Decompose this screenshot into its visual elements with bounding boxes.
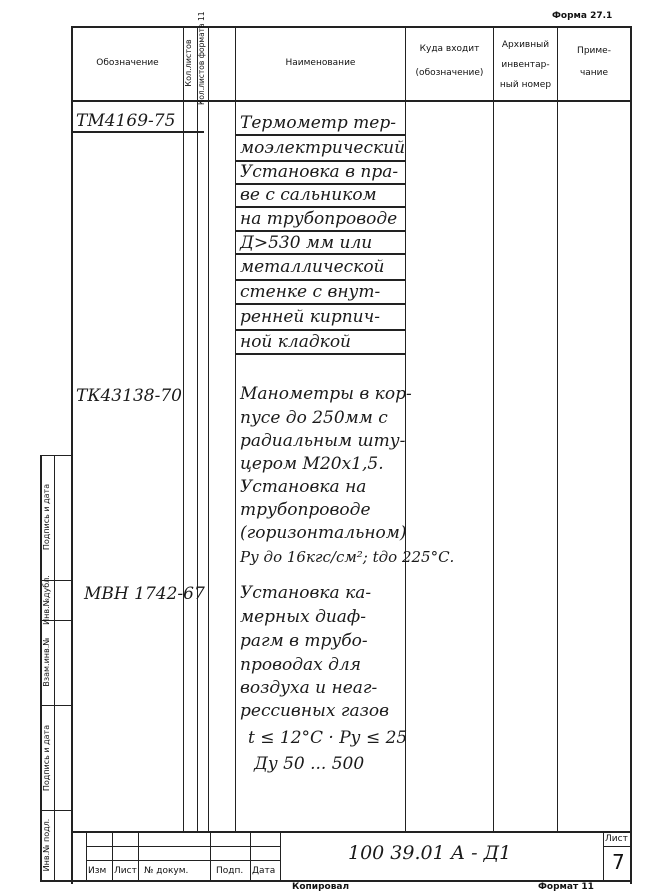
header-note-1: Приме- xyxy=(577,46,611,56)
entry-line: воздуха и неаг- xyxy=(240,678,378,698)
entry-line: трубопроводе xyxy=(240,500,371,520)
header-archive-3: ный номер xyxy=(499,80,552,90)
entry-line: Манометры в кор- xyxy=(240,384,412,404)
tb-list: Лист xyxy=(114,866,137,876)
header-archive-1: Архивный xyxy=(501,40,550,50)
entry-line: ренней кирпич- xyxy=(240,307,380,327)
entry-line: Установка на xyxy=(240,477,367,497)
header-archive-2: инвентар- xyxy=(501,60,550,70)
entry-line: Ру до 16кгс/см²; tдо 225°С. xyxy=(240,548,455,566)
footer-format: Формат 11 xyxy=(538,882,594,892)
tb-date: Дата xyxy=(252,866,276,876)
form-label: Форма 27.1 xyxy=(552,11,613,21)
entry-line: пусе до 250мм с xyxy=(240,408,388,428)
tb-doc-no: № докум. xyxy=(144,866,189,876)
entry-line: t ≤ 12°С · Ру ≤ 25 xyxy=(248,728,408,748)
entry-line: (горизонтальном) xyxy=(240,523,407,543)
side-label-replace-inv: Взам.инв.№ xyxy=(42,637,51,687)
entry-line: на трубопроводе xyxy=(240,209,398,229)
entry-line: Установка ка- xyxy=(240,583,372,603)
entry-line: радиальным шту- xyxy=(240,431,406,451)
entry-line: рессивных газов xyxy=(240,701,389,721)
tb-sheet-label: Лист xyxy=(605,834,628,844)
header-name: Наименование xyxy=(285,58,356,68)
side-label-sign-date-bottom: Подпись и дата xyxy=(42,724,51,792)
entry-line: Д>530 мм или xyxy=(240,233,373,253)
tb-code: 100 39.01 А - Д1 xyxy=(348,842,512,864)
entry-line: Установка в пра- xyxy=(240,162,399,182)
entry-designation: ТК43138-70 xyxy=(76,386,182,406)
header-where-used-2: (обозначение) xyxy=(415,68,484,78)
header-where-used-1: Куда входит xyxy=(419,44,480,54)
header-sheets: Кол.листов xyxy=(184,39,193,87)
entry-line: мерных диаф- xyxy=(240,607,366,627)
side-label-dup-inv: Инв.№дубл. xyxy=(42,575,51,625)
entry-line: ной кладкой xyxy=(240,332,352,352)
header-sheets-a11: Кол.листов формата 11 xyxy=(197,11,206,105)
entry-line: Ду 50 ... 500 xyxy=(254,754,365,774)
entry-line: рагм в трубо- xyxy=(240,631,368,651)
entry-line: цером М20х1,5. xyxy=(240,454,384,474)
entry-line: Термометр тер- xyxy=(240,113,396,133)
tb-izm: Изм xyxy=(88,866,107,876)
entry-designation: МВН 1742-67 xyxy=(84,584,205,604)
entry-line: ве с сальником xyxy=(240,185,377,205)
tb-sheet-no: 7 xyxy=(612,850,625,874)
entry-line: проводах для xyxy=(240,655,361,675)
footer-copied: Копировал xyxy=(292,882,350,892)
entry-designation: ТМ4169-75 xyxy=(76,111,176,131)
side-label-sign-date-top: Подпись и дата xyxy=(42,483,51,551)
side-label-inv-orig: Инв.№ подл. xyxy=(42,818,51,872)
header-note-2: чание xyxy=(579,68,609,78)
header-designation: Обозначение xyxy=(96,58,159,68)
entry-line: стенке с внут- xyxy=(240,282,381,302)
entry-line: металлической xyxy=(240,257,385,277)
tb-sign: Подп. xyxy=(216,866,244,876)
entry-line: моэлектрический xyxy=(240,138,406,158)
